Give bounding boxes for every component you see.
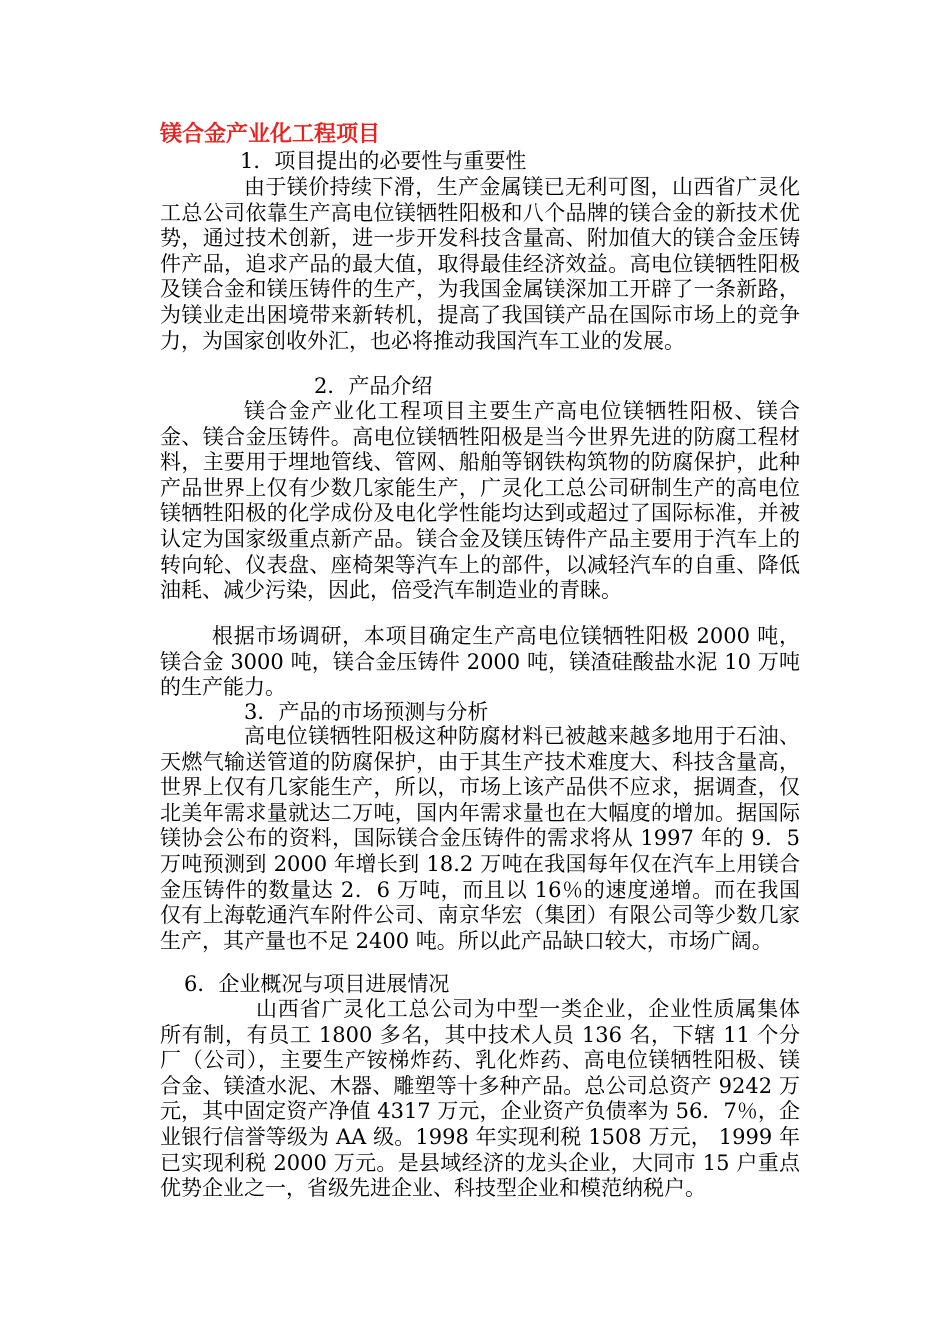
section-heading-3: 3．产品的市场预测与分析 [244,700,489,724]
section-6-paragraph-1: 山西省广灵化工总公司为中型一类企业，企业性质属集体所有制，有员工 1800 多名，其中技术人员 136 名，下辖 11 个分厂（公司），主要生产铵梯炸药、乳化炸药、高电位镁牺牲阳极、镁合金、镁渣水泥、木器、雕塑等十多种产品。总公司总资产 9242 万元，其中固定资产净值 4317 万元，企业资产负债率为 56．7％，企业银行信誉等级为 AA 级。1998 年实现利税 1508 万元， 1999 年已实现利税 2000 万元。是县域经济的龙头企业，大同市 15 户重点优势企业之一，省级先进企业、科技型企业和模范纳税户。 [160,997,800,1201]
section-2-paragraph-2: 根据市场调研，本项目确定生产高电位镁牺牲阳极 2000 吨，镁合金 3000 吨，镁合金压铸件 2000 吨，镁渣硅酸盐水泥 10 万吨的生产能力。 [160,624,800,700]
document-title: 镁合金产业化工程项目 [160,122,381,147]
section-heading-6: 6．企业概况与项目进展情况 [184,972,450,996]
section-heading-1: 1．项目提出的必要性与重要性 [240,149,527,173]
section-2-paragraph-1: 镁合金产业化工程项目主要生产高电位镁牺牲阳极、镁合金、镁合金压铸件。高电位镁牺牲阳极是当今世界先进的防腐工程材料，主要用于埋地管线、管网、船舶等钢铁构筑物的防腐保护，此种产品世界上仅有少数几家能生产，广灵化工总公司研制生产的高电位镁牺牲阳极的化学成份及电化学性能均达到或超过了国际标准，并被认定为国家级重点新产品。镁合金及镁压铸件产品主要用于汽车上的转向轮、仪表盘、座椅架等汽车上的部件，以减轻汽车的自重、降低油耗、减少污染，因此，倍受汽车制造业的青睐。 [160,399,800,603]
section-heading-2: 2．产品介绍 [314,374,433,398]
section-3-paragraph-1: 高电位镁牺牲阳极这种防腐材料已被越来越多地用于石油、天燃气输送管道的防腐保护，由于其生产技术难度大、科技含量高，世界上仅有几家能生产，所以，市场上该产品供不应求，据调查，仅北美年需求量就达二万吨，国内年需求量也在大幅度的增加。据国际镁协会公布的资料，国际镁合金压铸件的需求将从 1997 年的 9．5 万吨预测到 2000 年增长到 18.2 万吨在我国每年仅在汽车上用镁合金压铸件的数量达 2．6 万吨，而且以 16％的速度递增。而在我国仅有上海乾通汽车附件公司、南京华宏（集团）有限公司等少数几家生产，其产量也不足 2400 吨。所以此产品缺口较大，市场广阔。 [160,724,800,953]
section-1-paragraph-1: 由于镁价持续下滑，生产金属镁已无利可图，山西省广灵化工总公司依靠生产高电位镁牺牲阳极和八个品牌的镁合金的新技术优势，通过技术创新，进一步开发科技含量高、附加值大的镁合金压铸件产品，追求产品的最大值，取得最佳经济效益。高电位镁牺牲阳极及镁合金和镁压铸件的生产，为我国金属镁深加工开辟了一条新路，为镁业走出困境带来新转机，提高了我国镁产品在国际市场上的竞争力，为国家创收外汇，也必将推动我国汽车工业的发展。 [160,175,800,353]
